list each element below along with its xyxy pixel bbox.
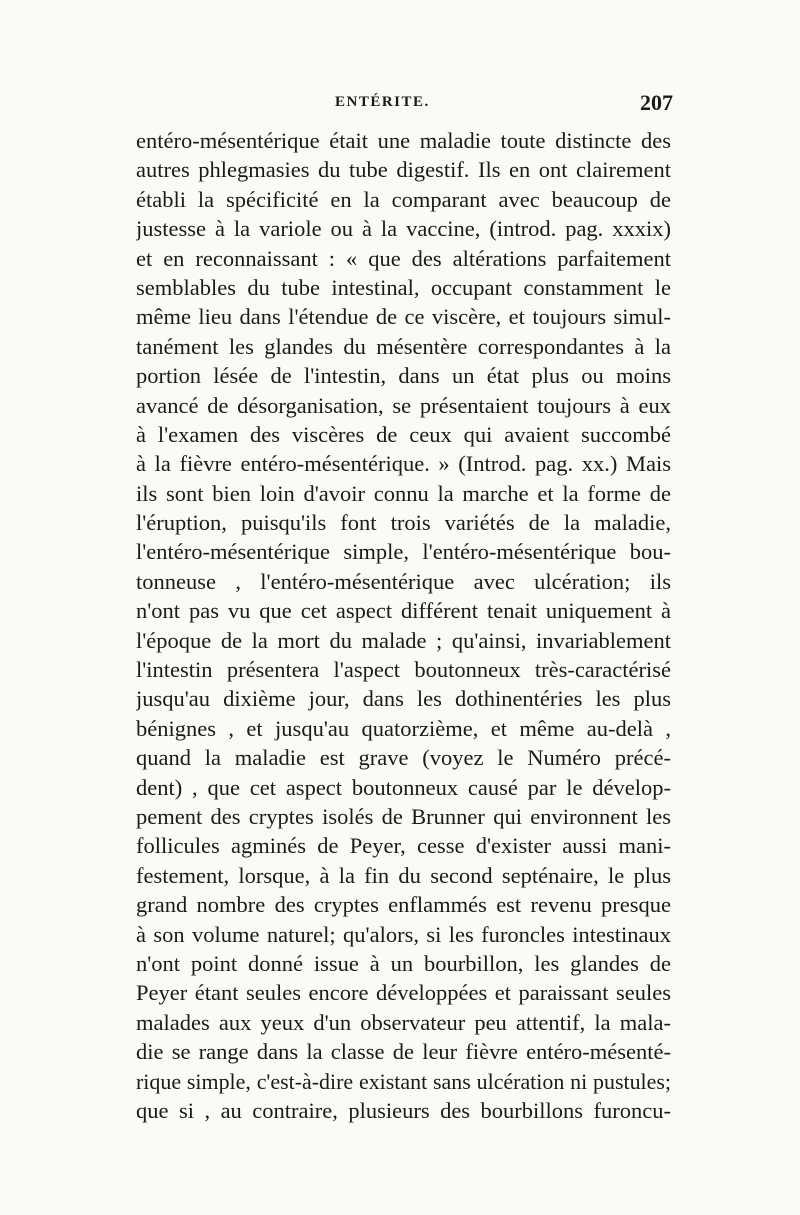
- text-line: même lieu dans l'étendue de ce viscère, et toujours simul-: [136, 304, 671, 330]
- text-line: à l'examen des viscères de ceux qui avaient succombé: [136, 421, 671, 447]
- text-line: l'entéro-mésentérique simple, l'entéro-mésentérique bou-: [136, 539, 671, 565]
- text-line: n'ont pas vu que cet aspect différent tenait uniquement à: [136, 598, 671, 624]
- text-line: l'intestin présentera l'aspect boutonneux très-caractérisé: [136, 657, 671, 683]
- text-line: pement des cryptes isolés de Brunner qui environnent les: [136, 803, 671, 829]
- text-line: que si , au contraire, plusieurs des bourbillons furoncu-: [136, 1097, 671, 1123]
- text-line: semblables du tube intestinal, occupant constamment le: [136, 274, 671, 300]
- text-line: Peyer étant seules encore développées et paraissant seules: [136, 980, 671, 1006]
- text-line: rique simple, c'est-à-dire existant sans ulcération ni pustules;: [136, 1068, 671, 1094]
- text-line: festement, lorsque, à la fin du second septénaire, le plus: [136, 862, 671, 888]
- text-line: autres phlegmasies du tube digestif. Ils en ont clairement: [136, 157, 671, 183]
- text-line: entéro-mésentérique était une maladie toute distincte des: [136, 128, 671, 153]
- running-head: [135, 92, 685, 120]
- text-line: tanément les glandes du mésentère correspondantes à la: [136, 333, 671, 359]
- text-line: n'ont point donné issue à un bourbillon, les glandes de: [136, 950, 671, 976]
- body-text: [136, 126, 671, 1125]
- text-line: et en reconnaissant : « que des altérations parfaitement: [136, 245, 671, 271]
- text-line: malades aux yeux d'un observateur peu attentif, la mala-: [136, 1009, 671, 1035]
- text-line: justesse à la variole ou à la vaccine, (introd. pag. xxxix): [136, 216, 671, 242]
- text-line: bénignes , et jusqu'au quatorzième, et même au-delà ,: [136, 715, 671, 741]
- text-line: die se range dans la classe de leur fièvre entéro-mésenté-: [136, 1039, 671, 1065]
- text-line: ils sont bien loin d'avoir connu la marche et la forme de: [136, 480, 671, 506]
- text-line: établi la spécificité en la comparant avec beaucoup de: [136, 186, 671, 212]
- text-line: l'époque de la mort du malade ; qu'ainsi, invariablement: [136, 627, 671, 653]
- text-line: l'éruption, puisqu'ils font trois variétés de la maladie,: [136, 510, 671, 536]
- page-number: 207: [640, 90, 673, 115]
- text-line: à son volume naturel; qu'alors, si les furoncles intestinaux: [136, 921, 671, 947]
- text-line: portion lésée de l'intestin, dans un état plus ou moins: [136, 363, 671, 389]
- text-line: jusqu'au dixième jour, dans les dothinentéries les plus: [136, 686, 671, 712]
- text-line: avancé de désorganisation, se présentaient toujours à eux: [136, 392, 671, 418]
- text-line: dent) , que cet aspect boutonneux causé par le dévelop-: [136, 774, 671, 800]
- running-title: ENTÉRITE.: [335, 94, 430, 110]
- text-line: quand la maladie est grave (voyez le Numéro précé-: [136, 745, 671, 771]
- text-line: à la fièvre entéro-mésentérique. » (Introd. pag. xx.) Mais: [136, 451, 671, 477]
- text-line: grand nombre des cryptes enflammés est revenu presque: [136, 892, 671, 918]
- text-line: follicules agminés de Peyer, cesse d'exister aussi mani-: [136, 833, 671, 859]
- text-line: tonneuse , l'entéro-mésentérique avec ulcération; ils: [136, 568, 671, 594]
